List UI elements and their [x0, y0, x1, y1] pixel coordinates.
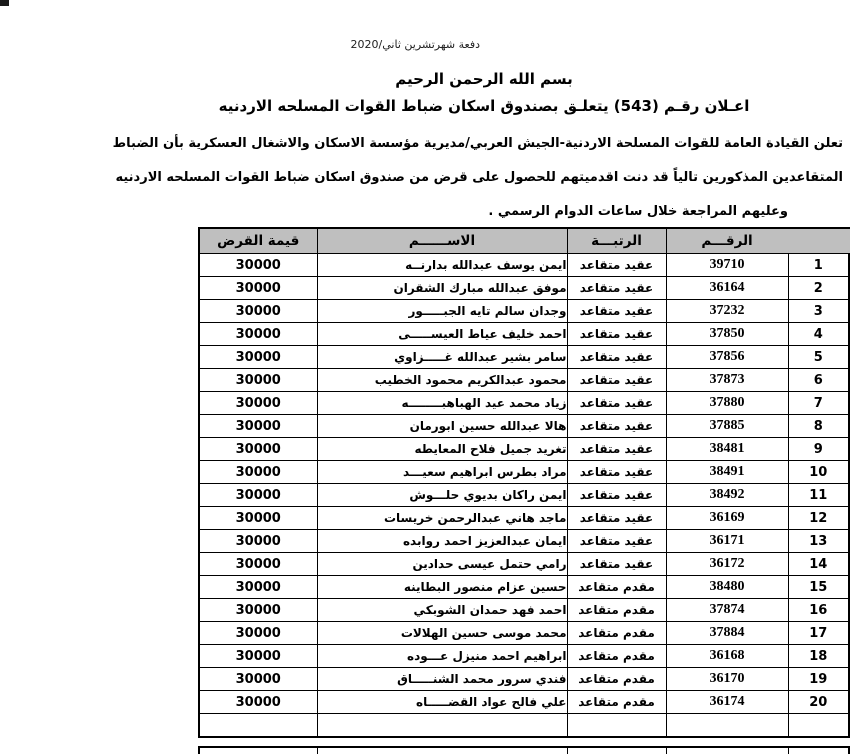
cell-loan: 30000: [199, 438, 317, 461]
header-name: الاســــــم: [317, 228, 567, 254]
cell-rank: مقدم متقاعد: [567, 622, 666, 645]
cell-serial: 18: [788, 645, 849, 668]
cell-name: احمد خليف عياط العيســـــى: [317, 323, 567, 346]
cell-serial: 2: [788, 277, 849, 300]
table-row: [199, 300, 849, 323]
cell-number: 37884: [666, 622, 788, 645]
bismillah-heading: بسم الله الرحمن الرحيم: [395, 70, 573, 88]
empty-row: [199, 747, 849, 754]
header-rank: الرتبـــة: [567, 228, 666, 254]
cell-loan: [199, 747, 317, 754]
cell-serial: 1: [788, 254, 849, 277]
cell-number: 37232: [666, 300, 788, 323]
cell-number: 36168: [666, 645, 788, 668]
cell-serial: 10: [788, 461, 849, 484]
body-paragraph-line-1: تعلن القيادة العامة للقوات المسلحة الاردنية-الجيش العربي/مديرية مؤسسة الاسكان والاشغال العسكرية بأن الضباط: [112, 136, 843, 151]
cell-loan: [199, 714, 317, 738]
cell-rank: عقيد متقاعد: [567, 530, 666, 553]
table-row: [199, 599, 849, 622]
cell-name: ايمن راكان بديوي حلـــوش: [317, 484, 567, 507]
cell-loan: 30000: [199, 461, 317, 484]
table-row: [199, 530, 849, 553]
cell-loan: 30000: [199, 277, 317, 300]
cell-rank: عقيد متقاعد: [567, 461, 666, 484]
header-loan: قيمة القرض: [199, 228, 317, 254]
cell-name: احمد فهد حمدان الشوبكي: [317, 599, 567, 622]
cell-serial: 7: [788, 392, 849, 415]
table-row: [199, 622, 849, 645]
cell-rank: عقيد متقاعد: [567, 438, 666, 461]
table-row: [199, 346, 849, 369]
table-body: [199, 254, 849, 738]
table-row: [199, 461, 849, 484]
cell-serial: 20: [788, 691, 849, 714]
cell-number: 37880: [666, 392, 788, 415]
cell-loan: 30000: [199, 691, 317, 714]
cell-loan: 30000: [199, 415, 317, 438]
cell-loan: 30000: [199, 484, 317, 507]
cell-rank: [567, 747, 666, 754]
table-row: [199, 668, 849, 691]
table-row: [199, 323, 849, 346]
batch-date-note: دفعة شهرتشرين ثاني/2020: [350, 38, 480, 51]
table-row: [199, 484, 849, 507]
cell-number: 38491: [666, 461, 788, 484]
cell-rank: عقيد متقاعد: [567, 369, 666, 392]
cell-serial: 5: [788, 346, 849, 369]
cell-number: 37874: [666, 599, 788, 622]
cell-name: حسين عزام منصور البطاينه: [317, 576, 567, 599]
cell-number: 37885: [666, 415, 788, 438]
cell-rank: عقيد متقاعد: [567, 507, 666, 530]
cell-name: فندي سرور محمد الشنـــــاق: [317, 668, 567, 691]
cell-loan: 30000: [199, 668, 317, 691]
cell-number: 39710: [666, 254, 788, 277]
cell-serial: 9: [788, 438, 849, 461]
cell-rank: عقيد متقاعد: [567, 415, 666, 438]
table-row: [199, 691, 849, 714]
cell-loan: 30000: [199, 254, 317, 277]
cell-number: 37856: [666, 346, 788, 369]
cell-name: رامي حتمل عيسى حدادين: [317, 553, 567, 576]
cell-name: محمد موسى حسين الهلالات: [317, 622, 567, 645]
header-number: الرقـــم: [666, 228, 788, 254]
cell-rank: عقيد متقاعد: [567, 300, 666, 323]
table-row: [199, 576, 849, 599]
table-row: [199, 507, 849, 530]
cell-serial: [788, 714, 849, 738]
cell-rank: عقيد متقاعد: [567, 254, 666, 277]
cell-name: وجدان سالم تايه الجبـــــور: [317, 300, 567, 323]
cell-rank: عقيد متقاعد: [567, 346, 666, 369]
cell-loan: 30000: [199, 530, 317, 553]
cell-loan: 30000: [199, 369, 317, 392]
cell-serial: 8: [788, 415, 849, 438]
announcement-title: اعـلان رقـم (543) يتعلـق بصندوق اسكان ضباط القوات المسلحه الاردنيه: [218, 97, 750, 115]
roster-table-zone: [125, 227, 850, 754]
table-row: [199, 254, 849, 277]
cell-rank: مقدم متقاعد: [567, 645, 666, 668]
cell-number: 38481: [666, 438, 788, 461]
cell-serial: 17: [788, 622, 849, 645]
cell-number: 38492: [666, 484, 788, 507]
cell-serial: 4: [788, 323, 849, 346]
cell-rank: عقيد متقاعد: [567, 553, 666, 576]
cell-rank: عقيد متقاعد: [567, 392, 666, 415]
table-header-row: [199, 228, 849, 254]
cell-loan: 30000: [199, 645, 317, 668]
cell-name: موفق عبدالله مبارك الشقران: [317, 277, 567, 300]
cell-serial: 16: [788, 599, 849, 622]
cell-loan: 30000: [199, 622, 317, 645]
cell-rank: مقدم متقاعد: [567, 576, 666, 599]
cell-serial: 13: [788, 530, 849, 553]
cell-number: 36171: [666, 530, 788, 553]
cell-rank: عقيد متقاعد: [567, 484, 666, 507]
table-row: [199, 369, 849, 392]
cell-loan: 30000: [199, 599, 317, 622]
page-break-gap: [125, 738, 850, 746]
officers-loan-table: [198, 227, 850, 738]
cell-loan: 30000: [199, 507, 317, 530]
table-continuation-fragment: [198, 746, 850, 754]
cell-name: ايمان عبدالعزيز احمد روابده: [317, 530, 567, 553]
cell-rank: مقدم متقاعد: [567, 599, 666, 622]
cell-loan: 30000: [199, 300, 317, 323]
cell-name: [317, 747, 567, 754]
cell-name: ايمن يوسف عبدالله بدارنــه: [317, 254, 567, 277]
cell-name: ابراهيم احمد منيزل عـــوده: [317, 645, 567, 668]
cell-number: 36172: [666, 553, 788, 576]
cell-name: زياد محمد عيد الهباهبــــــــه: [317, 392, 567, 415]
cell-number: [666, 747, 788, 754]
cell-number: [666, 714, 788, 738]
cell-name: سامر بشير عبدالله غـــــزاوي: [317, 346, 567, 369]
table-row: [199, 392, 849, 415]
cell-serial: 11: [788, 484, 849, 507]
cell-loan: 30000: [199, 323, 317, 346]
table-row: [199, 645, 849, 668]
cell-rank: مقدم متقاعد: [567, 668, 666, 691]
cell-loan: 30000: [199, 392, 317, 415]
body-paragraph-line-3: وعليهم المراجعة خلال ساعات الدوام الرسمي .: [488, 204, 788, 219]
cell-loan: 30000: [199, 346, 317, 369]
cell-number: 36169: [666, 507, 788, 530]
cell-name: هالا عبدالله حسين ابورمان: [317, 415, 567, 438]
cell-rank: مقدم متقاعد: [567, 691, 666, 714]
cell-name: تغريد جميل فلاح المعايطه: [317, 438, 567, 461]
cell-name: مراد بطرس ابراهيم سعيـــد: [317, 461, 567, 484]
cell-serial: 3: [788, 300, 849, 323]
cell-serial: [788, 747, 849, 754]
cell-serial: 14: [788, 553, 849, 576]
table-row: [199, 277, 849, 300]
table-row: [199, 438, 849, 461]
cell-loan: 30000: [199, 553, 317, 576]
cell-number: 38480: [666, 576, 788, 599]
cell-number: 36164: [666, 277, 788, 300]
cell-loan: 30000: [199, 576, 317, 599]
cell-number: 36170: [666, 668, 788, 691]
cell-name: ماجد هاني عبدالرحمن خريسات: [317, 507, 567, 530]
empty-row: [199, 714, 849, 738]
cell-number: 37850: [666, 323, 788, 346]
header-row-extension: [775, 227, 850, 254]
cell-name: علي فالح عواد القضـــــاه: [317, 691, 567, 714]
cell-rank: عقيد متقاعد: [567, 277, 666, 300]
cell-serial: 19: [788, 668, 849, 691]
table-row: [199, 553, 849, 576]
cell-name: محمود عبدالكريم محمود الخطيب: [317, 369, 567, 392]
cell-name: [317, 714, 567, 738]
cell-serial: 6: [788, 369, 849, 392]
cell-serial: 15: [788, 576, 849, 599]
table-row: [199, 415, 849, 438]
cell-rank: [567, 714, 666, 738]
cell-serial: 12: [788, 507, 849, 530]
body-paragraph-line-2: المتقاعدين المذكورين تالياً قد دنت اقدميتهم للحصول على قرض من صندوق اسكان ضباط القوات المسلحه الاردنيه: [115, 170, 843, 185]
cell-number: 36174: [666, 691, 788, 714]
scan-artifact: [0, 0, 9, 6]
cell-rank: عقيد متقاعد: [567, 323, 666, 346]
cell-number: 37873: [666, 369, 788, 392]
